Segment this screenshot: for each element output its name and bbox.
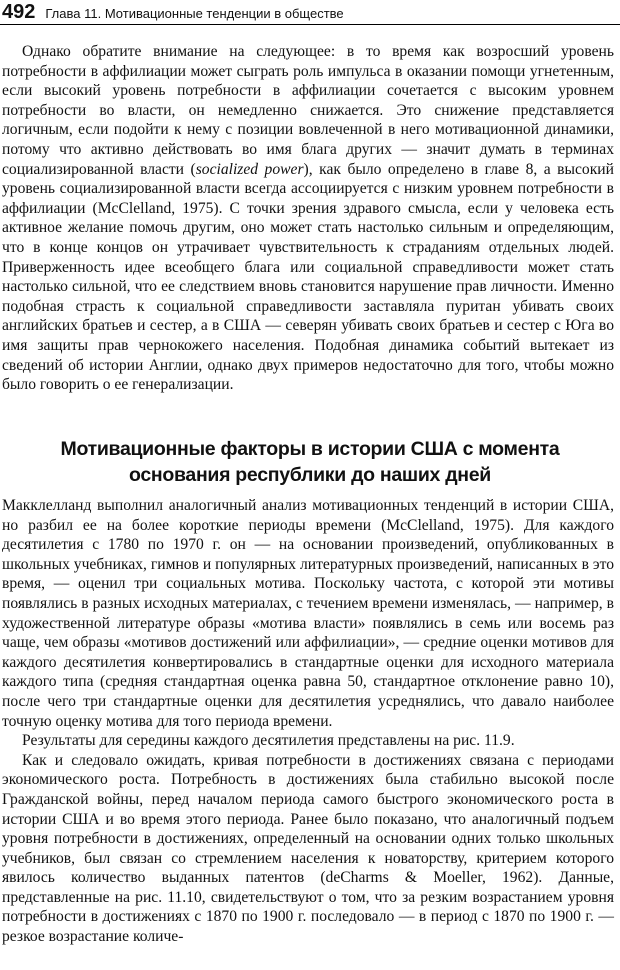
- paragraph-3: Результаты для середины каждого десятилетия представлены на рис. 11.9.: [22, 732, 515, 750]
- running-title: Глава 11. Мотивационные тенденции в обществе: [45, 6, 344, 21]
- intro-block: [2, 42, 614, 395]
- section-heading-line-1: Мотивационные факторы в истории США с момента: [60, 438, 560, 460]
- italic-term: socialized power: [195, 160, 304, 178]
- section-body: [2, 496, 614, 947]
- running-header: [0, 0, 620, 25]
- section-heading-line-2: основания республики до наших дней: [128, 464, 491, 486]
- page-number: 492: [2, 1, 36, 23]
- paragraph-1: Однако обратите внимание на следующее: в то время как возросший уровень потребности в аффилиации может сыграть роль импульса в оказании помощи угнетенным, если высокий уровень потребности в аффилиации сочетается с высоким уровнем потребности во власти, он немедленно снижается. Это снижение представляется логичным, если подойти к нему с позиции вовлеченной в него мотивационной динамики, потому что активно действовать во имя блага других — значит думать в терминах социализированной власти (socialized power), как было определено в главе 8, а высокий уровень социализированной власти всегда ассоциируется с низким уровнем потребности в аффилиации (McClelland, 1975). С точки зрения здравого смысла, если у человека есть активное желание помочь другим, оно может стать настолько сильным и определяющим, что в конце концов он утрачивает чувствительность к страданиям отдельных людей. Приверженность идее всеобщего блага или социальной справедливости может стать настолько сильной, что ее следствием вновь становится нарушение прав личности. Именно подобная страсть к социальной справедливости заставляла пуритан убивать своих английских братьев и сестер, а в США — северян убивать своих братьев и сестер с Юга во имя защиты прав чернокожего населения. Подобная динамика событий вытекает из сведений об истории Англии, однако двух примеров недостаточно для того, чтобы можно было говорить о ее генерализации.: [2, 43, 614, 394]
- section-heading: [0, 436, 620, 488]
- paragraph-4: Как и следовало ожидать, кривая потребности в достижениях связана с периодами экономического роста. Потребность в достижениях была стабильно высокой после Гражданской войны, перед началом периода самого быстрого экономического роста в истории США и во время этого периода. Ранее было показано, что аналогичный подъем уровня потребности в достижениях, определенный на основании одних только школьных учебников, был связан со стремлением населения к новаторству, критерием которого явилось количество выданных патентов (deCharms & Moeller, 1962). Данные, представленные на рис. 11.10, свидетельствуют о том, что за резким возрастанием уровня потребности в достижениях с 1870 по 1900 г. последовало — в период с 1870 по 1900 г. — резкое возрастание количе-: [2, 751, 614, 946]
- paragraph-2: Макклелланд выполнил аналогичный анализ мотивационных тенденций в истории США, но разбил ее на более короткие периоды времени (McClelland, 1975). Для каждого десятилетия с 1780 по 1970 г. он — на основании произведений, опубликованных в школьных учебниках, гимнов и популярных литературных произведений, написанных в это время, — оценил три социальных мотива. Поскольку частота, с которой эти мотивы появлялись в разных исходных материалах, с течением времени изменялась, — например, в художественной литературе образы «мотива власти» появлялись в семь или восемь раз чаще, чем образы «мотивов достижений или аффилиации», — средние оценки мотивов для каждого десятилетия конвертировались в стандартные оценки для исходного материала каждого типа (средняя стандартная оценка равна 50, стандартное отклонение равно 10), после чего три стандартные оценки для десятилетия усреднялись, что давало наиболее точную оценку мотива для того периода времени.: [2, 497, 614, 730]
